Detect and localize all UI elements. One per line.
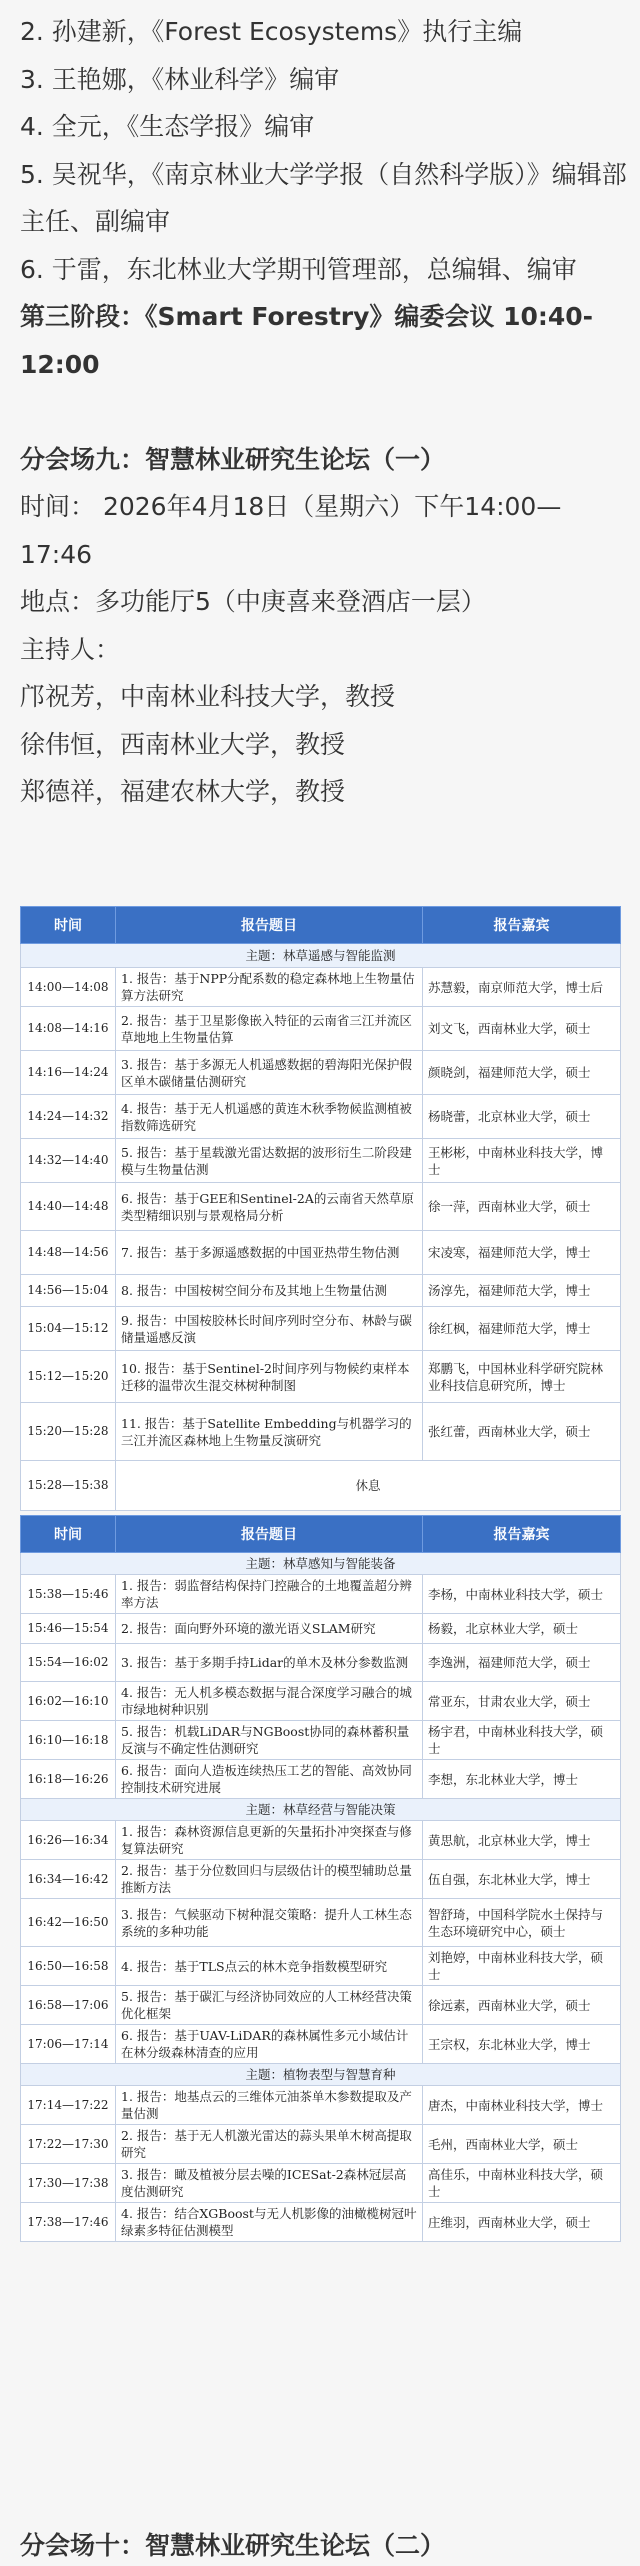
topic-cell: 6. 报告：基于UAV-LiDAR的森林属性多元小域估计在林分级森林清查的应用 — [116, 2025, 423, 2064]
topic-cell: 2. 报告：面向野外环境的激光语义SLAM研究 — [116, 1614, 423, 1644]
topic-cell: 3. 报告：气候驱动下树种混交策略：提升人工林生态系统的多种功能 — [116, 1899, 423, 1947]
header-time: 时间 — [21, 907, 116, 944]
header-time: 时间 — [21, 1516, 116, 1553]
speaker-cell: 李杨，中南林业科技大学，硕士 — [423, 1575, 621, 1614]
time-cell: 17:14—17:22 — [21, 2086, 116, 2125]
theme-cell: 主题：林草感知与智能装备 — [21, 1553, 621, 1575]
header-topic: 报告题目 — [116, 907, 423, 944]
topic-cell: 2. 报告：基于卫星影像嵌入特征的云南省三江并流区草地地上生物量估算 — [116, 1007, 423, 1051]
header-speaker: 报告嘉宾 — [423, 907, 621, 944]
table-row — [21, 1682, 621, 1721]
time-cell: 14:32—14:40 — [21, 1139, 116, 1183]
speaker-cell: 徐远素，西南林业大学，硕士 — [423, 1986, 621, 2025]
break-label: 休息 — [116, 1461, 621, 1511]
table-row — [21, 2025, 621, 2064]
time-cell: 16:02—16:10 — [21, 1682, 116, 1721]
table-row — [21, 1007, 621, 1051]
topic-cell: 8. 报告：中国桉树空间分布及其地上生物量估测 — [116, 1275, 423, 1307]
venue10-title: 分会场十：智慧林业研究生论坛（二） — [20, 2531, 446, 2560]
topic-cell: 1. 报告：森林资源信息更新的矢量拓扑冲突探查与修复算法研究 — [116, 1821, 423, 1860]
speaker-cell: 伍自强，东北林业大学，博士 — [423, 1860, 621, 1899]
table-row — [21, 2125, 621, 2164]
editor-item: 2. 孙建新，《Forest Ecosystems》执行主编 — [20, 17, 523, 46]
time-cell: 14:48—14:56 — [21, 1231, 116, 1275]
table-row — [21, 1139, 621, 1183]
time-cell: 14:56—15:04 — [21, 1275, 116, 1307]
table-row — [21, 1051, 621, 1095]
table-row — [21, 1860, 621, 1899]
speaker-cell: 汤淳先，福建师范大学，博士 — [423, 1275, 621, 1307]
schedule-tables — [20, 906, 620, 2242]
table-row — [21, 2203, 621, 2242]
topic-cell: 3. 报告：基于多源无人机遥感数据的碧海阳光保护假区单木碳储量估测研究 — [116, 1051, 423, 1095]
speaker-cell: 毛州，西南林业大学，硕士 — [423, 2125, 621, 2164]
time-cell: 17:22—17:30 — [21, 2125, 116, 2164]
topic-cell: 1. 报告：地基点云的三维体元油茶单木参数提取及产量估测 — [116, 2086, 423, 2125]
speaker-cell: 唐杰，中南林业科技大学，博士 — [423, 2086, 621, 2125]
table-row — [21, 1721, 621, 1760]
time-cell: 16:26—16:34 — [21, 1821, 116, 1860]
table-row — [21, 2164, 621, 2203]
topic-cell: 1. 报告：弱监督结构保持门控融合的土地覆盖超分辨率方法 — [116, 1575, 423, 1614]
time-cell: 14:00—14:08 — [21, 968, 116, 1007]
topic-cell: 4. 报告：基于无人机遥感的黄连木秋季物候监测植被指数筛选研究 — [116, 1095, 423, 1139]
table-row — [21, 1986, 621, 2025]
table-row — [21, 1231, 621, 1275]
topic-cell: 11. 报告：基于Satellite Embedding与机器学习的三江并流区森林地上生物量反演研究 — [116, 1403, 423, 1461]
time-cell: 15:20—15:28 — [21, 1403, 116, 1461]
topic-cell: 6. 报告：面向人造板连续热压工艺的智能、高效协同控制技术研究进展 — [116, 1760, 423, 1799]
topic-cell: 2. 报告：基于无人机激光雷达的蒜头果单木树高提取研究 — [116, 2125, 423, 2164]
speaker-cell: 黄思航，北京林业大学，博士 — [423, 1821, 621, 1860]
speaker-cell: 李逸洲，福建师范大学，硕士 — [423, 1644, 621, 1682]
speaker-cell: 宋凌寒，福建师范大学，博士 — [423, 1231, 621, 1275]
host-item: 郑德祥，福建农林大学，教授 — [20, 777, 346, 806]
table-row — [21, 1275, 621, 1307]
time-cell: 16:10—16:18 — [21, 1721, 116, 1760]
theme-row — [21, 2064, 621, 2086]
schedule-table-1 — [20, 906, 621, 1511]
table-row — [21, 968, 621, 1007]
table-row — [21, 1351, 621, 1403]
theme-row — [21, 944, 621, 968]
break-time: 15:28—15:38 — [21, 1461, 116, 1511]
table-row — [21, 1947, 621, 1986]
speaker-cell: 刘文飞，西南林业大学，硕士 — [423, 1007, 621, 1051]
theme-cell: 主题：林草经营与智能决策 — [21, 1799, 621, 1821]
theme-cell: 主题：植物表型与智慧育种 — [21, 2064, 621, 2086]
editor-item: 5. 吴祝华，《南京林业大学学报（自然科学版）》编辑部主任、副编审 — [20, 159, 627, 236]
time-cell: 15:12—15:20 — [21, 1351, 116, 1403]
topic-cell: 6. 报告：基于GEE和Sentinel-2A的云南省天然草原类型精细识别与景观格局分析 — [116, 1183, 423, 1231]
speaker-cell: 张红蕾，西南林业大学，硕士 — [423, 1403, 621, 1461]
speaker-cell: 智舒琦，中国科学院水土保持与生态环境研究中心，硕士 — [423, 1899, 621, 1947]
time-cell: 15:38—15:46 — [21, 1575, 116, 1614]
table-row — [21, 1760, 621, 1799]
topic-cell: 2. 报告：基于分位数回归与层级估计的模型辅助总量推断方法 — [116, 1860, 423, 1899]
table-row — [21, 2086, 621, 2125]
table-row — [21, 1644, 621, 1682]
time-cell: 14:40—14:48 — [21, 1183, 116, 1231]
topic-cell: 5. 报告：基于碳汇与经济协同效应的人工林经营决策优化框架 — [116, 1986, 423, 2025]
time-cell: 16:58—17:06 — [21, 1986, 116, 2025]
speaker-cell: 庄维羽，西南林业大学，硕士 — [423, 2203, 621, 2242]
theme-cell: 主题：林草遥感与智能监测 — [21, 944, 621, 968]
theme-row — [21, 1799, 621, 1821]
speaker-cell: 杨宇君，中南林业科技大学，硕士 — [423, 1721, 621, 1760]
speaker-cell: 郑鹏飞，中国林业科学研究院林业科技信息研究所，博士 — [423, 1351, 621, 1403]
table-row — [21, 1821, 621, 1860]
topic-cell: 10. 报告：基于Sentinel-2时间序列与物候约束样本迁移的温带次生混交林树种制图 — [116, 1351, 423, 1403]
stage3-title: 第三阶段：《Smart Forestry》编委会议 10:40-12:00 — [20, 302, 594, 379]
table-row — [21, 1403, 621, 1461]
break-row — [21, 1461, 621, 1511]
topic-cell: 3. 报告：瞰及植被分层去噪的ICESat-2森林冠层高度估测研究 — [116, 2164, 423, 2203]
host-item: 徐伟恒，西南林业大学，教授 — [20, 729, 346, 759]
speaker-cell: 常亚东，甘肃农业大学，硕士 — [423, 1682, 621, 1721]
topic-cell: 9. 报告：中国桉胶林长时间序列时空分布、林龄与碳储量遥感反演 — [116, 1307, 423, 1351]
time-cell: 15:54—16:02 — [21, 1644, 116, 1682]
table-row — [21, 1575, 621, 1614]
venue9-place: 地点：多功能厅5（中庚喜来登酒店一层） — [20, 587, 486, 616]
topic-cell: 1. 报告：基于NPP分配系数的稳定森林地上生物量估算方法研究 — [116, 968, 423, 1007]
intro-section — [0, 0, 640, 816]
time-cell: 16:18—16:26 — [21, 1760, 116, 1799]
topic-cell: 5. 报告：机载LiDAR与NGBoost协同的森林蓄积量反演与不确定性估测研究 — [116, 1721, 423, 1760]
speaker-cell: 王宗权，东北林业大学，博士 — [423, 2025, 621, 2064]
speaker-cell: 徐红枫，福建师范大学，博士 — [423, 1307, 621, 1351]
host-item: 邝祝芳，中南林业科技大学，教授 — [20, 682, 396, 711]
time-cell: 14:08—14:16 — [21, 1007, 116, 1051]
speaker-cell: 徐一萍，西南林业大学，硕士 — [423, 1183, 621, 1231]
speaker-cell: 李想，东北林业大学，博士 — [423, 1760, 621, 1799]
time-cell: 14:24—14:32 — [21, 1095, 116, 1139]
time-cell: 16:50—16:58 — [21, 1947, 116, 1986]
speaker-cell: 颜晓剑，福建师范大学，硕士 — [423, 1051, 621, 1095]
time-cell: 17:38—17:46 — [21, 2203, 116, 2242]
venue9-title: 分会场九：智慧林业研究生论坛（一） — [20, 445, 446, 474]
table-row — [21, 1095, 621, 1139]
table-row — [21, 1899, 621, 1947]
header-speaker: 报告嘉宾 — [423, 1516, 621, 1553]
topic-cell: 4. 报告：无人机多模态数据与混合深度学习融合的城市绿地树种识别 — [116, 1682, 423, 1721]
table-row — [21, 1183, 621, 1231]
topic-cell: 4. 报告：结合XGBoost与无人机影像的油橄榄树冠叶绿素多特征估测模型 — [116, 2203, 423, 2242]
speaker-cell: 王彬彬，中南林业科技大学，博士 — [423, 1139, 621, 1183]
time-cell: 16:34—16:42 — [21, 1860, 116, 1899]
editor-item: 3. 王艳娜，《林业科学》编审 — [20, 64, 340, 94]
table-row — [21, 1614, 621, 1644]
time-cell: 16:42—16:50 — [21, 1899, 116, 1947]
table-row — [21, 1307, 621, 1351]
speaker-cell: 刘艳婷，中南林业科技大学，硕士 — [423, 1947, 621, 1986]
time-cell: 15:46—15:54 — [21, 1614, 116, 1644]
editor-item: 6. 于雷，东北林业大学期刊管理部，总编辑、编审 — [20, 254, 577, 284]
editor-item: 4. 全元，《生态学报》编审 — [20, 112, 315, 141]
time-cell: 15:04—15:12 — [21, 1307, 116, 1351]
venue9-time: 时间： 2026年4月18日（星期六）下午14:00—17:46 — [20, 492, 562, 569]
schedule-table-2 — [20, 1515, 621, 2242]
header-topic: 报告题目 — [116, 1516, 423, 1553]
speaker-cell: 高佳乐，中南林业科技大学，硕士 — [423, 2164, 621, 2203]
topic-cell: 5. 报告：基于星载激光雷达数据的波形衍生二阶段建模与生物量估测 — [116, 1139, 423, 1183]
time-cell: 14:16—14:24 — [21, 1051, 116, 1095]
topic-cell: 4. 报告：基于TLS点云的林木竞争指数模型研究 — [116, 1947, 423, 1986]
venue9-host-label: 主持人： — [20, 634, 121, 664]
speaker-cell: 杨晓蕾，北京林业大学，硕士 — [423, 1095, 621, 1139]
theme-row — [21, 1553, 621, 1575]
speaker-cell: 苏慧毅，南京师范大学，博士后 — [423, 968, 621, 1007]
speaker-cell: 杨毅，北京林业大学，硕士 — [423, 1614, 621, 1644]
topic-cell: 7. 报告：基于多源遥感数据的中国亚热带生物估测 — [116, 1231, 423, 1275]
topic-cell: 3. 报告：基于多期手持Lidar的单木及林分参数监测 — [116, 1644, 423, 1682]
time-cell: 17:06—17:14 — [21, 2025, 116, 2064]
time-cell: 17:30—17:38 — [21, 2164, 116, 2203]
